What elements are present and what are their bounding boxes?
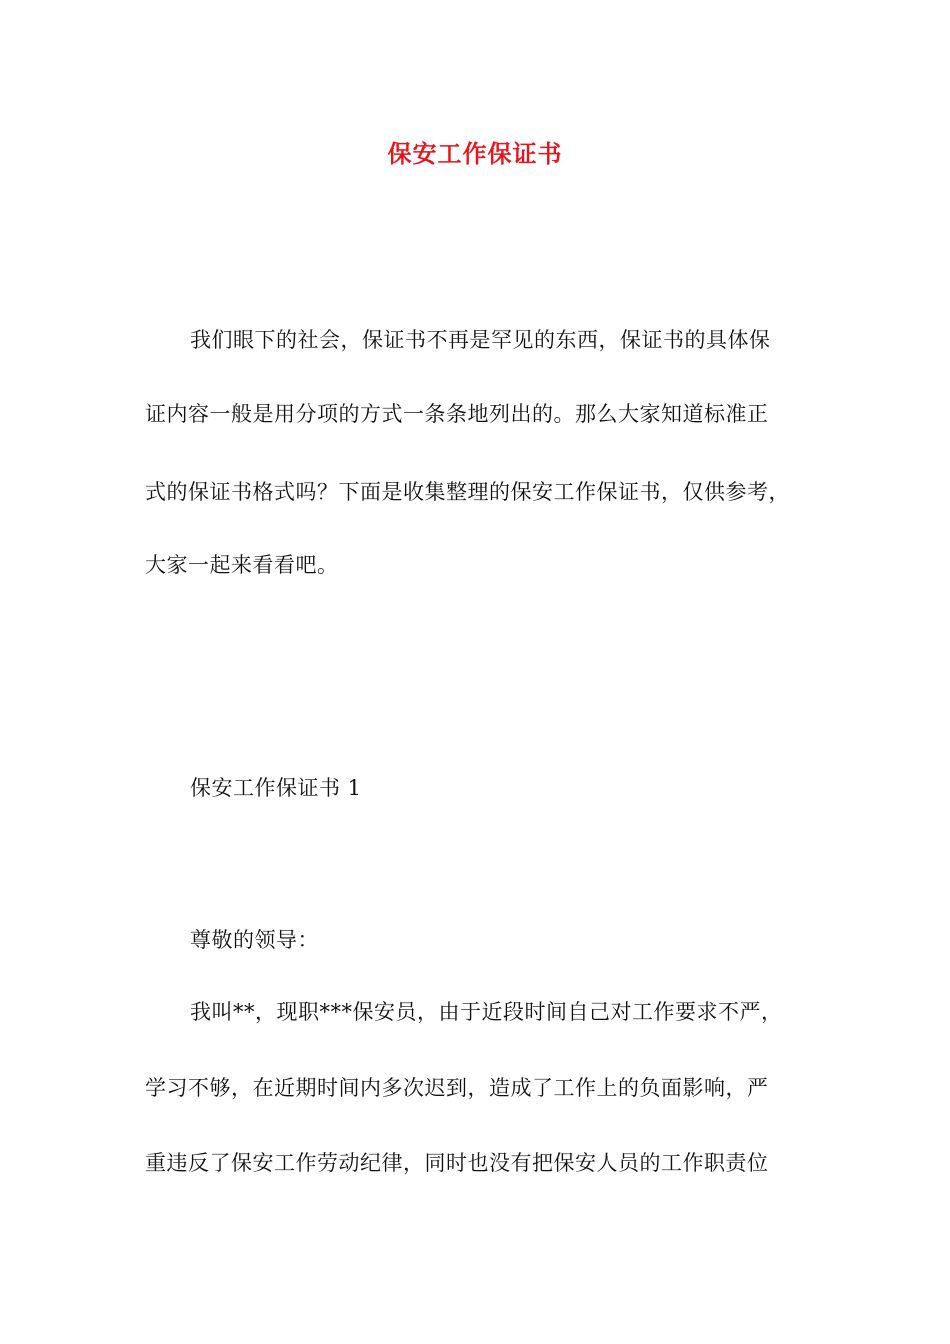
intro-line-4: 大家一起来看看吧。 — [145, 553, 339, 577]
section-heading: 保安工作保证书 1 — [190, 776, 362, 800]
intro-line-1: 我们眼下的社会，保证书不再是罕见的东西，保证书的具体保 — [190, 328, 771, 352]
intro-line-3: 式的保证书格式吗？下面是收集整理的保安工作保证书，仅供参考， — [145, 480, 790, 504]
body-line-2: 学习不够，在近期时间内多次迟到，造成了工作上的负面影响，严 — [145, 1076, 769, 1100]
salutation: 尊敬的领导： — [190, 928, 319, 952]
intro-line-2: 证内容一般是用分项的方式一条条地列出的。那么大家知道标准正 — [145, 402, 769, 426]
document-title: 保安工作保证书 — [387, 139, 563, 168]
body-line-1: 我叫**，现职***保安员，由于近段时间自己对工作要求不严， — [190, 1000, 783, 1024]
body-line-3: 重违反了保安工作劳动纪律，同时也没有把保安人员的工作职责位 — [145, 1151, 769, 1175]
